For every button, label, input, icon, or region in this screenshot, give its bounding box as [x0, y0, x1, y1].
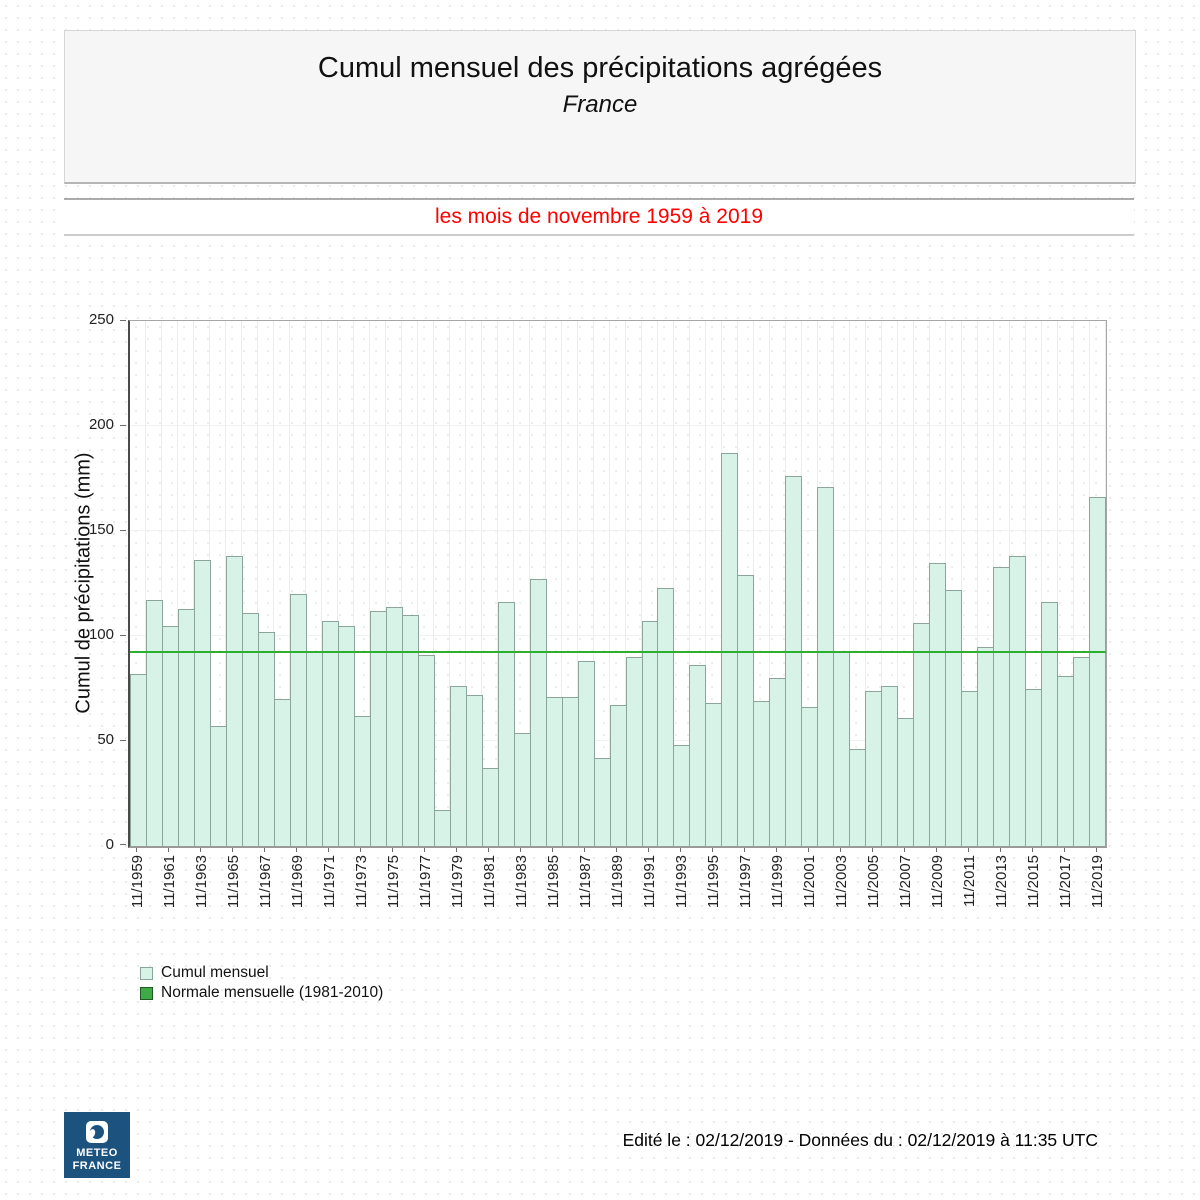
y-axis [58, 311, 126, 853]
x-tick-label-11-1979: 11/1979 [449, 855, 466, 909]
bar-11-1994 [689, 665, 706, 846]
x-tick-11-1991 [648, 848, 649, 852]
x-tick-label-11-1981: 11/1981 [481, 855, 498, 909]
bar-11-1987 [578, 661, 595, 846]
y-tick-100 [120, 635, 126, 636]
bar-11-1986 [562, 697, 579, 846]
bar-11-1991 [642, 621, 659, 846]
bar-11-2009 [929, 563, 946, 847]
x-tick-11-1993 [680, 848, 681, 852]
bar-11-1965 [226, 556, 243, 846]
x-tick-11-2001 [808, 848, 809, 852]
x-axis [128, 848, 1104, 920]
bar-11-1980 [466, 695, 483, 846]
y-tick-label-200: 200 [88, 416, 114, 433]
x-tick-11-2011 [968, 848, 969, 852]
bar-11-1960 [146, 600, 163, 846]
x-tick-label-11-2019: 11/2019 [1089, 855, 1106, 909]
x-tick-label-11-1963: 11/1963 [193, 855, 210, 909]
bar-11-1982 [498, 602, 515, 846]
bar-11-2000 [785, 476, 802, 846]
bar-11-2010 [945, 590, 962, 846]
x-tick-label-11-1993: 11/1993 [673, 855, 690, 909]
x-tick-11-1995 [712, 848, 713, 852]
bar-11-1997 [737, 575, 754, 846]
page-title: Cumul mensuel des précipitations agrégées [317, 52, 883, 84]
bar-11-2014 [1009, 556, 1026, 846]
x-tick-11-1973 [360, 848, 361, 852]
x-tick-label-11-1989: 11/1989 [609, 855, 626, 909]
globe-icon [90, 1125, 104, 1139]
bar-11-1996 [721, 453, 738, 846]
bar-11-1969 [290, 594, 307, 846]
bar-11-1964 [210, 726, 227, 846]
x-tick-label-11-2007: 11/2007 [897, 855, 914, 909]
y-tick-label-150: 150 [88, 521, 114, 538]
x-tick-11-1985 [552, 848, 553, 852]
x-tick-label-11-1977: 11/1977 [417, 855, 434, 909]
bar-11-2005 [865, 691, 882, 846]
x-tick-label-11-1961: 11/1961 [161, 855, 178, 909]
plot-area [128, 320, 1107, 848]
x-tick-11-1999 [776, 848, 777, 852]
bar-11-1962 [178, 609, 195, 846]
legend-label-cumul: Cumul mensuel [161, 964, 269, 981]
legend-item-normale [140, 983, 383, 1003]
x-tick-11-1977 [424, 848, 425, 852]
x-tick-label-11-1959: 11/1959 [129, 855, 146, 909]
legend-swatch-cumul [140, 967, 153, 980]
y-tick-200 [120, 425, 126, 426]
x-tick-label-11-1969: 11/1969 [289, 855, 306, 909]
meteo-france-logo [64, 1112, 130, 1178]
edition-info: Edité le : 02/12/2019 - Données du : 02/12/2019 à 11:35 UTC [622, 1130, 1098, 1150]
y-tick-label-0: 0 [105, 836, 114, 853]
bar-11-2002 [817, 487, 834, 846]
bar-11-1979 [450, 686, 467, 846]
x-tick-label-11-2013: 11/2013 [993, 855, 1010, 909]
bar-11-2001 [801, 707, 818, 846]
x-tick-label-11-1965: 11/1965 [225, 855, 242, 909]
bar-11-1967 [258, 632, 275, 846]
x-tick-label-11-2005: 11/2005 [865, 855, 882, 909]
bar-11-1985 [546, 697, 563, 846]
x-tick-label-11-1997: 11/1997 [737, 855, 754, 909]
x-tick-11-1997 [744, 848, 745, 852]
bar-11-1976 [402, 615, 419, 846]
bar-11-2007 [897, 718, 914, 846]
x-tick-label-11-1991: 11/1991 [641, 855, 658, 909]
period-banner-text: les mois de novembre 1959 à 2019 [434, 205, 764, 228]
page-subtitle: France [562, 91, 638, 118]
x-tick-11-1969 [296, 848, 297, 852]
x-tick-11-1971 [328, 848, 329, 852]
legend-item-cumul [140, 963, 383, 983]
bar-11-1968 [274, 699, 291, 846]
x-tick-11-2005 [872, 848, 873, 852]
bar-11-1998 [753, 701, 770, 846]
bar-11-1981 [482, 768, 499, 846]
bar-11-1975 [386, 607, 403, 846]
bar-11-1970 [306, 651, 323, 846]
y-tick-150 [120, 530, 126, 531]
y-tick-0 [120, 844, 126, 845]
x-tick-11-1959 [136, 848, 137, 852]
x-tick-label-11-1973: 11/1973 [353, 855, 370, 909]
y-tick-label-50: 50 [97, 731, 114, 748]
x-tick-11-1975 [392, 848, 393, 852]
x-tick-11-1979 [456, 848, 457, 852]
bar-11-1995 [705, 703, 722, 846]
bar-11-2003 [833, 651, 850, 846]
normale-line [130, 651, 1106, 653]
logo-line1: METEO [76, 1147, 118, 1159]
x-tick-11-2013 [1000, 848, 1001, 852]
bar-11-2004 [849, 749, 866, 846]
title-box [64, 30, 1136, 184]
x-tick-11-2003 [840, 848, 841, 852]
x-tick-11-2015 [1032, 848, 1033, 852]
x-tick-label-11-1985: 11/1985 [545, 855, 562, 909]
x-tick-label-11-2017: 11/2017 [1057, 855, 1074, 909]
y-tick-label-100: 100 [88, 626, 114, 643]
bar-11-2013 [993, 567, 1010, 846]
x-tick-11-2017 [1064, 848, 1065, 852]
logo-line2: FRANCE [72, 1160, 122, 1172]
y-tick-50 [120, 740, 126, 741]
bar-11-1972 [338, 626, 355, 847]
y-axis-title: Cumul de précipitations (mm) [72, 452, 95, 714]
bar-11-1990 [626, 657, 643, 846]
bar-11-1999 [769, 678, 786, 846]
legend [140, 963, 383, 1003]
bar-11-1984 [530, 579, 547, 846]
x-tick-11-2007 [904, 848, 905, 852]
x-tick-label-11-1999: 11/1999 [769, 855, 786, 909]
x-tick-label-11-2001: 11/2001 [801, 855, 818, 909]
x-tick-11-1967 [264, 848, 265, 852]
legend-swatch-normale [140, 987, 153, 1000]
bar-11-1993 [673, 745, 690, 846]
meteo-france-icon [86, 1121, 108, 1143]
x-tick-11-1981 [488, 848, 489, 852]
x-tick-label-11-1983: 11/1983 [513, 855, 530, 909]
bar-11-2012 [977, 647, 994, 847]
x-tick-11-1961 [168, 848, 169, 852]
bar-11-2019 [1089, 497, 1106, 846]
x-tick-11-1989 [616, 848, 617, 852]
x-tick-label-11-1967: 11/1967 [257, 855, 274, 909]
x-tick-11-1983 [520, 848, 521, 852]
bar-11-1988 [594, 758, 611, 846]
bar-11-1959 [130, 674, 147, 846]
bar-11-2015 [1025, 689, 1042, 847]
bars-container [130, 321, 1106, 846]
bar-11-1961 [162, 626, 179, 847]
x-tick-11-1987 [584, 848, 585, 852]
x-tick-label-11-1975: 11/1975 [385, 855, 402, 909]
bar-11-1974 [370, 611, 387, 846]
y-tick-label-250: 250 [88, 311, 114, 328]
bar-11-1977 [418, 655, 435, 846]
bar-11-1971 [322, 621, 339, 846]
bar-11-1966 [242, 613, 259, 846]
period-banner [64, 198, 1134, 236]
x-tick-label-11-2015: 11/2015 [1025, 855, 1042, 909]
bar-11-1992 [657, 588, 674, 846]
bar-11-2011 [961, 691, 978, 846]
x-tick-label-11-2009: 11/2009 [929, 855, 946, 909]
legend-label-normale: Normale mensuelle (1981-2010) [161, 984, 384, 1001]
bar-11-2017 [1057, 676, 1074, 846]
x-tick-11-1965 [232, 848, 233, 852]
bar-11-2008 [913, 623, 930, 846]
x-tick-label-11-1971: 11/1971 [321, 855, 338, 909]
bar-11-2006 [881, 686, 898, 846]
x-tick-label-11-2003: 11/2003 [833, 855, 850, 909]
x-tick-label-11-2011: 11/2011 [961, 855, 978, 907]
y-tick-250 [120, 320, 126, 321]
x-tick-label-11-1987: 11/1987 [577, 855, 594, 909]
bar-11-2018 [1073, 657, 1090, 846]
x-tick-11-2019 [1096, 848, 1097, 852]
logo-text [73, 1147, 122, 1173]
bar-11-1963 [194, 560, 211, 846]
bar-11-1983 [514, 733, 531, 846]
bar-11-2016 [1041, 602, 1058, 846]
bar-11-1989 [610, 705, 627, 846]
x-tick-11-2009 [936, 848, 937, 852]
x-tick-11-1963 [200, 848, 201, 852]
bar-11-1973 [354, 716, 371, 846]
bar-11-1978 [434, 810, 451, 846]
x-tick-label-11-1995: 11/1995 [705, 855, 722, 909]
